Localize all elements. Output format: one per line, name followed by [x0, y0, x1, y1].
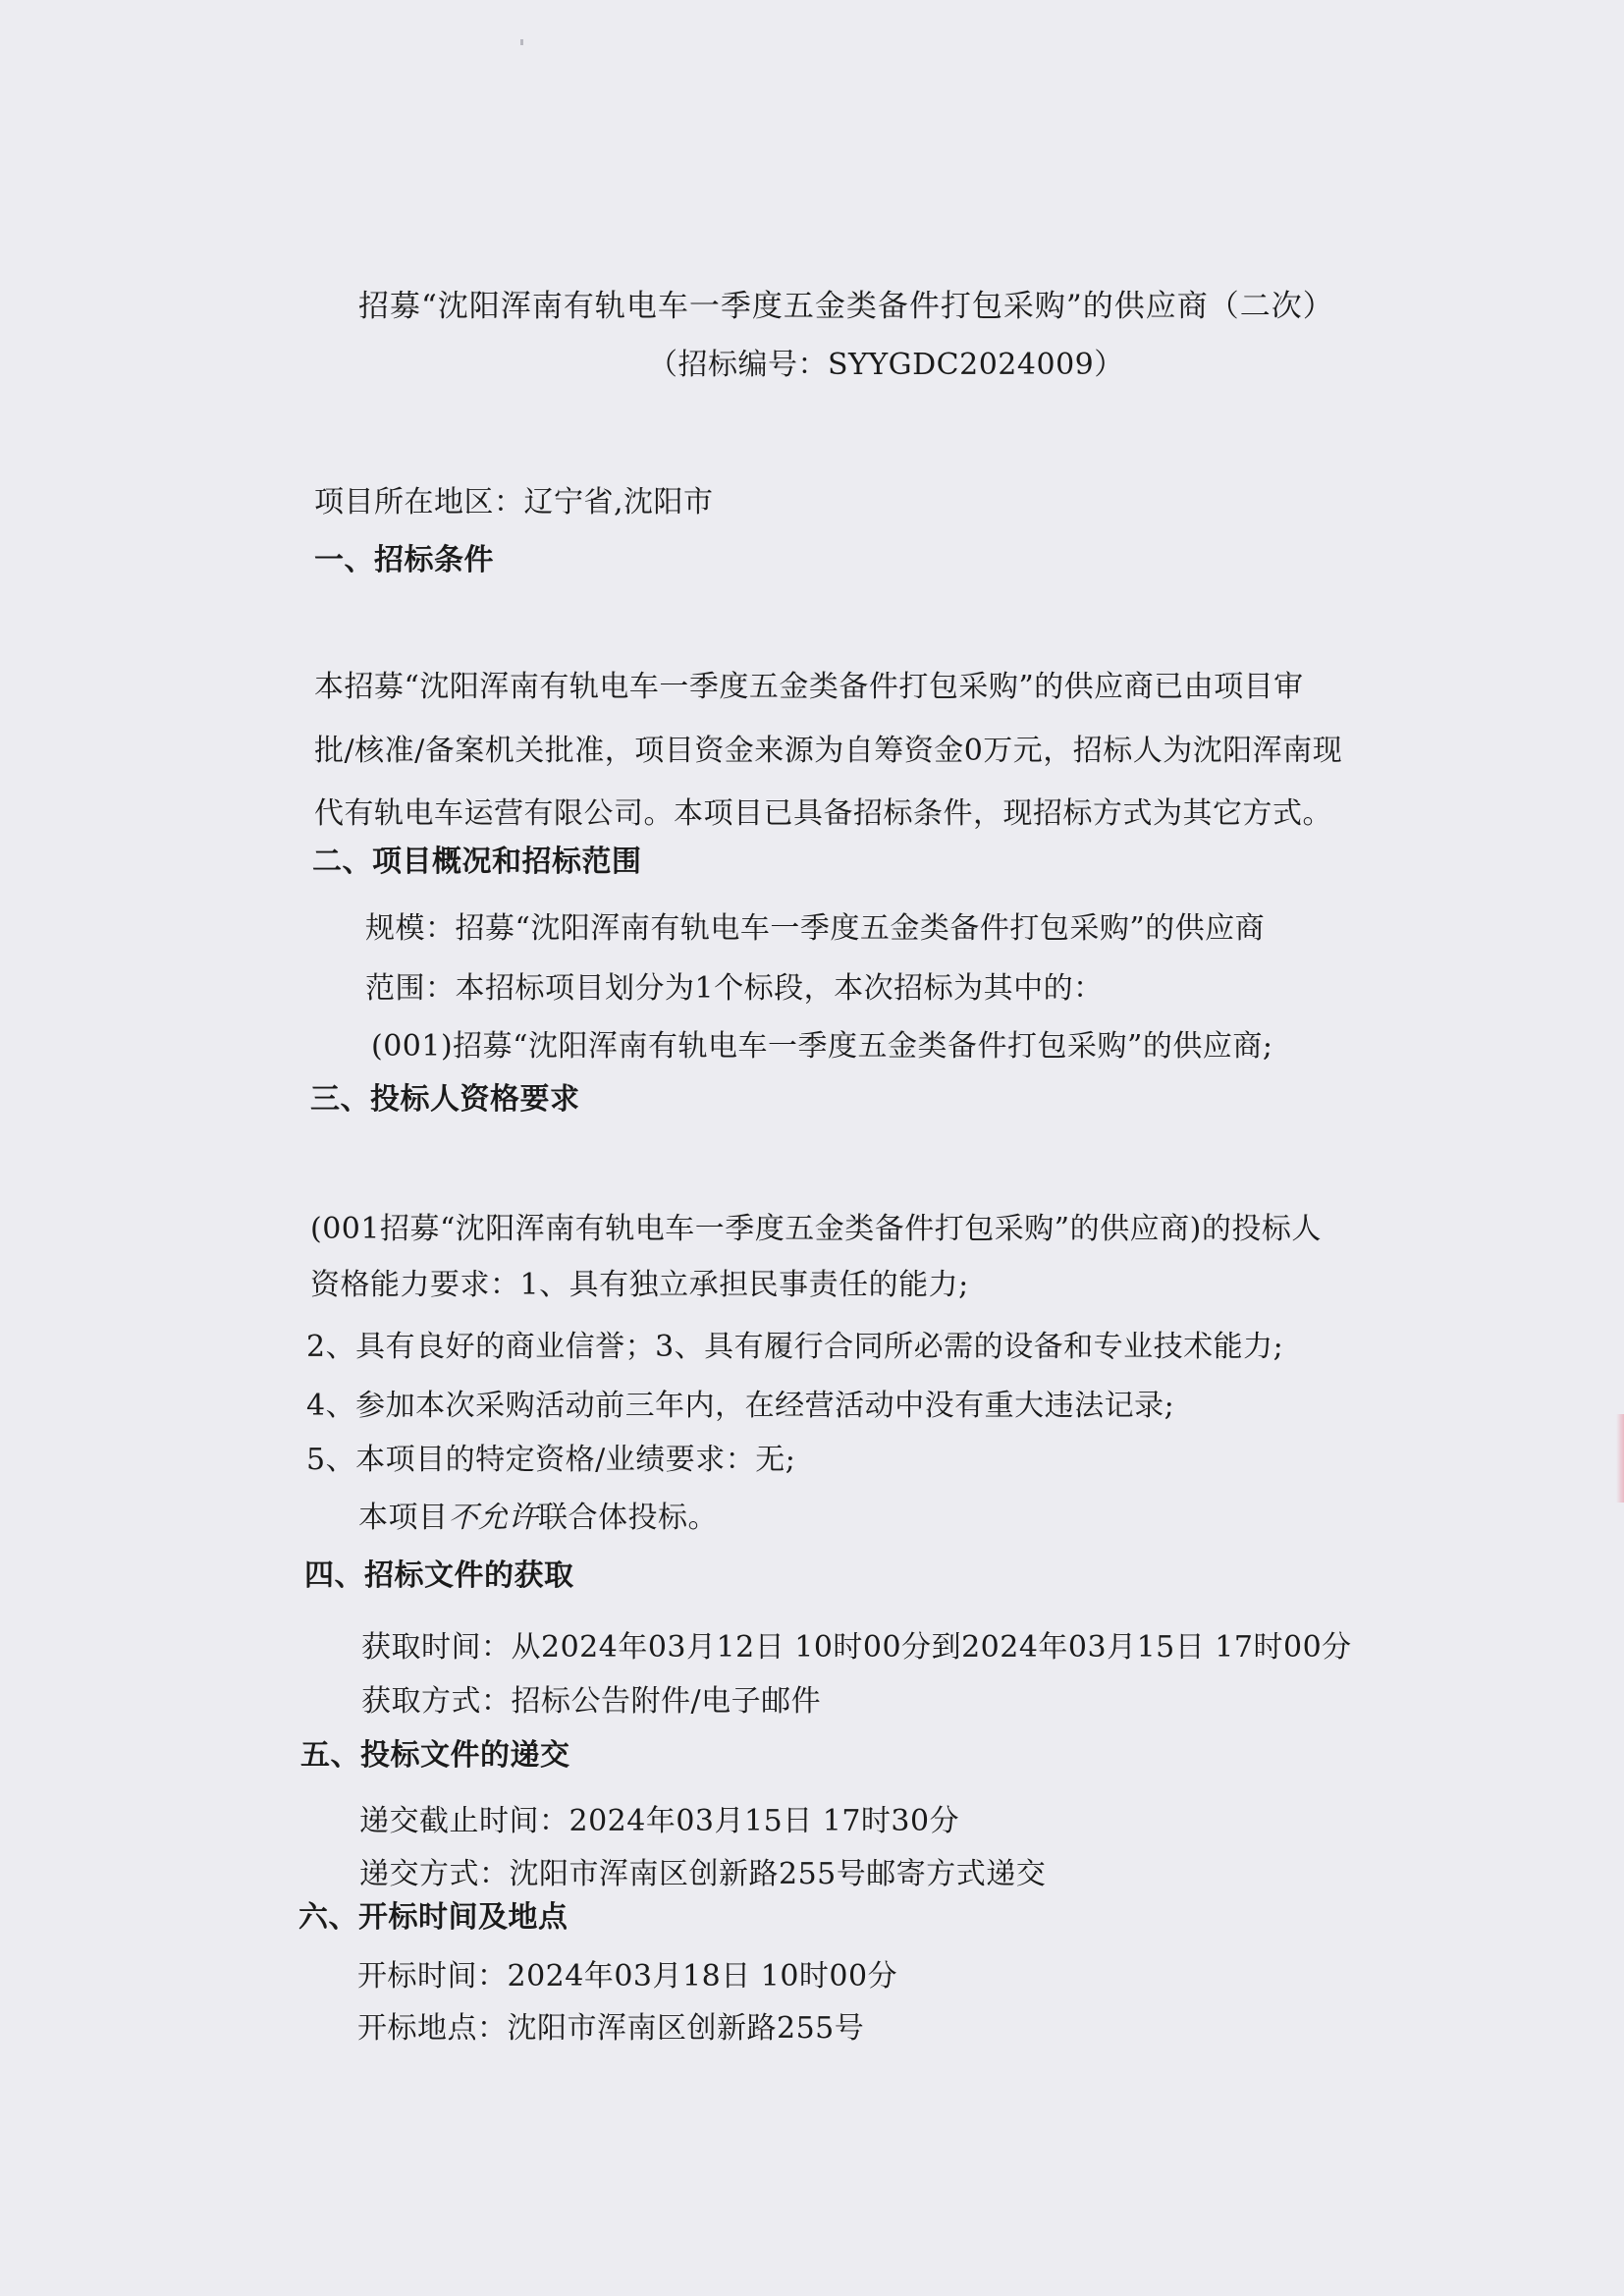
section-1-paragraph-line-1: 本招募“沈阳浑南有轨电车一季度五金类备件打包采购”的供应商已由项目审	[314, 670, 1304, 704]
scan-speck	[520, 39, 523, 45]
red-seal-edge	[1616, 1414, 1624, 1503]
section-1-paragraph-line-2: 批/核准/备案机关批准，项目资金来源为自筹资金0万元，招标人为沈阳浑南现	[314, 734, 1343, 768]
consortium-prefix: 本项目	[358, 1501, 449, 1535]
consortium-flag: 不允许	[448, 1501, 538, 1535]
submission-deadline: 递交截止时间：2024年03月15日 17时30分	[359, 1804, 960, 1838]
opening-time: 开标时间：2024年03月18日 10时00分	[357, 1959, 898, 1994]
section-6-heading: 六、开标时间及地点	[298, 1900, 568, 1935]
section-1-paragraph-line-3: 代有轨电车运营有限公司。本项目已具备招标条件，现招标方式为其它方式。	[314, 796, 1332, 831]
submission-method: 递交方式：沈阳市浑南区创新路255号邮寄方式递交	[359, 1857, 1047, 1891]
bid-number: （招标编号：SYYGDC2024009）	[648, 348, 1124, 382]
qualification-line-5: 5、本项目的特定资格/业绩要求：无;	[306, 1443, 796, 1477]
acquire-method: 获取方式：招标公告附件/电子邮件	[361, 1684, 822, 1719]
section-5-heading: 五、投标文件的递交	[300, 1738, 570, 1773]
qualification-line-3: 2、具有良好的商业信誉；3、具有履行合同所必需的设备和专业技术能力;	[306, 1330, 1284, 1364]
section-3-heading: 三、投标人资格要求	[310, 1082, 580, 1117]
project-scale: 规模：招募“沈阳浑南有轨电车一季度五金类备件打包采购”的供应商	[365, 911, 1266, 946]
consortium-suffix: 联合体投标。	[538, 1501, 718, 1535]
document-title: 招募“沈阳浑南有轨电车一季度五金类备件打包采购”的供应商（二次）	[358, 289, 1334, 324]
acquire-time: 获取时间：从2024年03月12日 10时00分到2024年03月15日 17时00分	[361, 1630, 1352, 1665]
section-1-heading: 一、招标条件	[314, 543, 494, 577]
lot-001: (001)招募“沈阳浑南有轨电车一季度五金类备件打包采购”的供应商;	[371, 1029, 1273, 1064]
project-scope: 范围：本招标项目划分为1个标段，本次招标为其中的：	[365, 971, 1104, 1006]
opening-place: 开标地点：沈阳市浑南区创新路255号	[357, 2011, 865, 2046]
section-4-heading: 四、招标文件的获取	[304, 1558, 574, 1593]
qualification-line-4: 4、参加本次采购活动前三年内，在经营活动中没有重大违法记录;	[306, 1389, 1175, 1423]
consortium-note	[358, 1499, 718, 1538]
qualification-line-1: (001招募“沈阳浑南有轨电车一季度五金类备件打包采购”的供应商)的投标人	[310, 1212, 1322, 1246]
qualification-line-2: 资格能力要求：1、具有独立承担民事责任的能力;	[310, 1268, 969, 1302]
section-2-heading: 二、项目概况和招标范围	[312, 845, 642, 879]
project-location: 项目所在地区：辽宁省,沈阳市	[314, 485, 714, 519]
